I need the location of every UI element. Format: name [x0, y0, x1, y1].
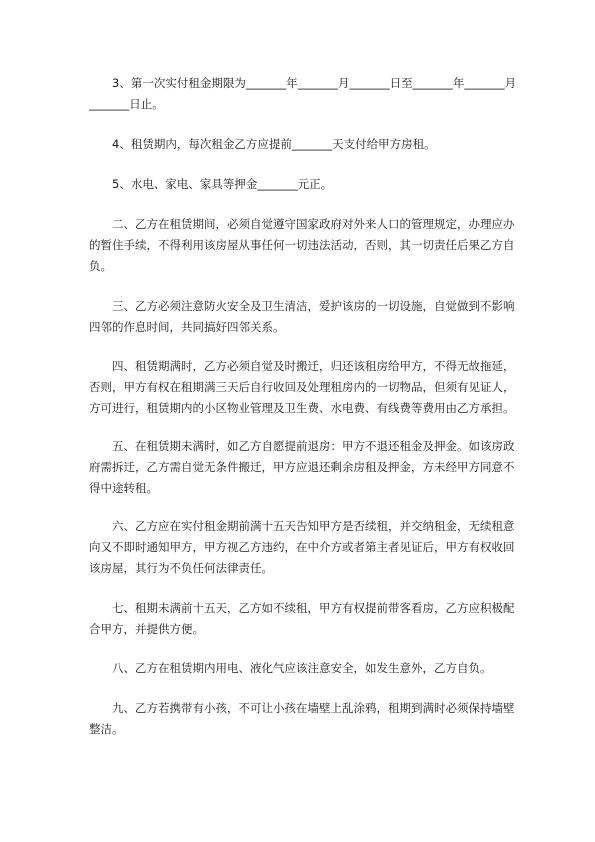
paragraph-line: 七、租期未满前十五天，乙方如不续租，甲方有权提前带客看房，乙方应积极配	[89, 601, 515, 615]
paragraph-line: 得中途转租。	[89, 481, 158, 495]
paragraph-line: 四邻的作息时间，共同搞好四邻关系。	[89, 320, 285, 334]
paragraph-line: 方可进行，租赁期内的小区物业管理及卫生费、水电费、有线费等费用由乙方承担。	[89, 401, 515, 415]
paragraph-clause-9	[89, 698, 529, 740]
paragraph-line: 整洁。	[89, 722, 124, 736]
paragraph-clause-2	[89, 214, 529, 277]
paragraph-line: 的暂住手续，不得利用该房屋从事任何一切违法活动，否则，其一切责任后果乙方自	[89, 238, 515, 252]
paragraph-line: 4、租赁期内，每次租金乙方应提前_______天支付给甲方房租。	[89, 137, 436, 151]
paragraph-line: 六、乙方应在实付租金期前满十五天告知甲方是否续租，并交纳租金，无续租意	[89, 519, 515, 533]
paragraph-clause-6	[89, 516, 529, 579]
paragraph-line: 该房屋，其行为不负任何法律责任。	[89, 561, 273, 575]
paragraph-line: 3、第一次实付租金期限为_______年_______月_______日至_______年_______月	[89, 76, 517, 90]
paragraph-line: 二、乙方在租赁期间，必须自觉遵守国家政府对外来人口的管理规定，办理应办	[89, 217, 515, 231]
paragraph-line: 5、水电、家电、家具等押金_______元正。	[89, 177, 333, 191]
paragraph-line: 四、租赁期满时，乙方必须自觉及时搬迁，归还该租房给甲方，不得无故拖延，	[89, 359, 515, 373]
paragraph-clause-4	[89, 356, 529, 419]
paragraph-deposit	[89, 174, 529, 195]
paragraph-line: 负。	[89, 259, 112, 273]
paragraph-line: 合甲方，并提供方便。	[89, 622, 204, 636]
paragraph-line: 三、乙方必须注意防火安全及卫生清洁，爱护该房的一切设施，自觉做到不影响	[89, 299, 515, 313]
paragraph-clause-5	[89, 436, 529, 499]
paragraph-line: 向又不即时通知甲方，甲方视乙方违约，在中介方或者第主者见证后，甲方有权收回	[89, 540, 515, 554]
paragraph-line: 府需拆迁，乙方需自觉无条件搬迁，甲方应退还剩余房租及押金，方未经甲方同意不	[89, 460, 515, 474]
paragraph-line: 九、乙方若携带有小孩，不可让小孩在墙壁上乱涂鸦，租期到满时必须保持墙壁	[89, 701, 515, 715]
paragraph-line: 五、在租赁期未满时，如乙方自愿提前退房：甲方不退还租金及押金。如该房政	[89, 439, 515, 453]
paragraph-line: 否则，甲方有权在租期满三天后自行收回及处理租房内的一切物品，但须有见证人，	[89, 380, 515, 394]
paragraph-line: _______日止。	[89, 97, 164, 111]
paragraph-clause-7	[89, 598, 529, 640]
paragraph-line: 八、乙方在租赁期内用电、液化气应该注意安全，如发生意外，乙方自负。	[89, 661, 492, 675]
paragraph-rent-advance	[89, 134, 529, 155]
paragraph-clause-3	[89, 296, 529, 338]
paragraph-clause-8	[89, 658, 529, 679]
paragraph-rent-payment-period	[89, 73, 529, 115]
